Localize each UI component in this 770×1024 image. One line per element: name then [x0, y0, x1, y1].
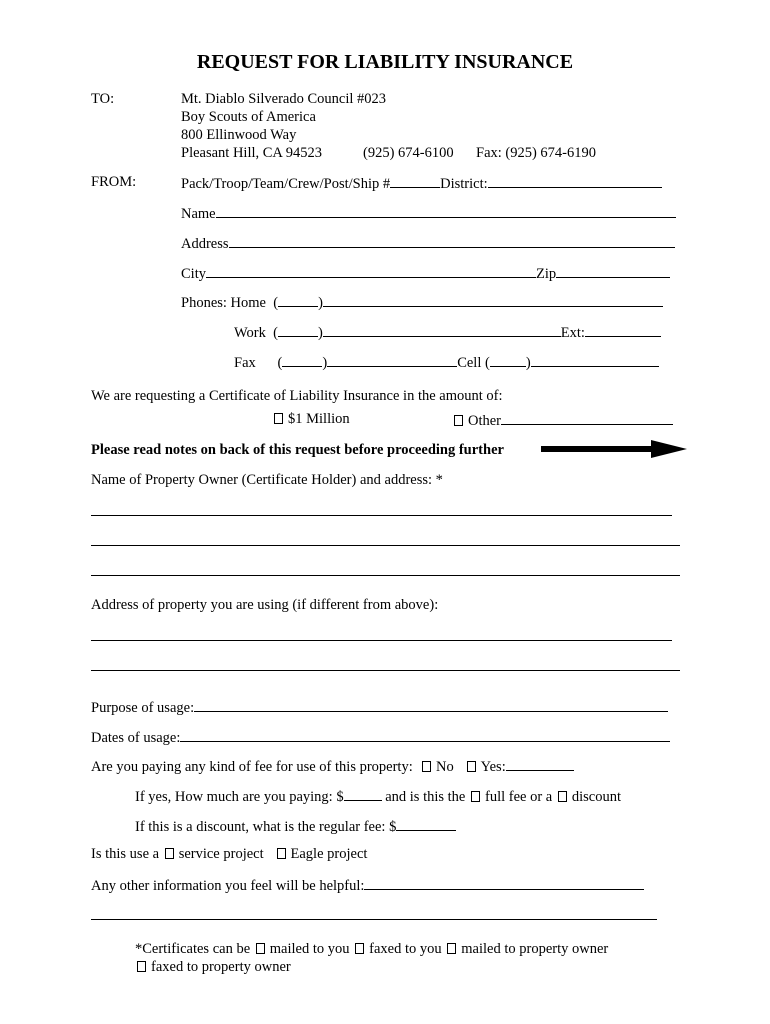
to-city: Pleasant Hill, CA 94523 [181, 145, 322, 161]
mailed-you-label: mailed to you [269, 941, 350, 957]
ext-field[interactable] [585, 322, 661, 337]
district-label: District: [440, 176, 488, 192]
eagle-project-checkbox[interactable] [277, 848, 286, 859]
how-much-label: If yes, How much are you paying: $ [135, 789, 344, 805]
fee-yes-field[interactable] [506, 756, 574, 771]
phones-home-label: Phones: Home [181, 295, 266, 311]
other-info-line-2[interactable] [91, 919, 657, 920]
to-fax: Fax: (925) 674-6190 [476, 145, 597, 161]
to-line1: Mt. Diablo Silverado Council #023 [181, 91, 386, 107]
other-checkbox[interactable] [454, 415, 463, 426]
fax-label: Fax [234, 355, 256, 371]
owner-line-3[interactable] [91, 575, 680, 576]
cell-area-code-field[interactable] [490, 352, 526, 367]
fee-yes-label: Yes: [480, 759, 506, 775]
mailed-owner-checkbox[interactable] [447, 943, 456, 954]
paren-open: ( [277, 355, 283, 371]
full-fee-checkbox[interactable] [471, 791, 480, 802]
to-line2: Boy Scouts of America [181, 109, 316, 125]
request-text: We are requesting a Certificate of Liability Insurance in the amount of: [91, 388, 503, 404]
fax-area-code-field[interactable] [282, 352, 322, 367]
paren-close: ) [317, 325, 323, 341]
to-line3: 800 Ellinwood Way [181, 127, 297, 143]
fee-yes-checkbox[interactable] [467, 761, 476, 772]
notice-text: Please read notes on back of this request before proceeding further [91, 442, 504, 458]
fee-no-checkbox[interactable] [422, 761, 431, 772]
to-label: TO: [91, 91, 115, 107]
cell-field[interactable] [531, 352, 659, 367]
home-area-code-field[interactable] [278, 292, 318, 307]
fee-no-label: No [435, 759, 454, 775]
paren-close: ) [322, 355, 328, 371]
service-project-checkbox[interactable] [165, 848, 174, 859]
fee-question: Are you paying any kind of fee for use of this property: [91, 759, 413, 775]
property-line-1[interactable] [91, 640, 672, 641]
faxed-you-checkbox[interactable] [355, 943, 364, 954]
discount-checkbox[interactable] [558, 791, 567, 802]
city-field[interactable] [206, 263, 536, 278]
mailed-you-checkbox[interactable] [256, 943, 265, 954]
paren-open: ( [273, 295, 279, 311]
option-other[interactable] [452, 410, 673, 430]
fax-field[interactable] [327, 352, 457, 367]
address-field[interactable] [229, 233, 675, 248]
regular-fee-field[interactable] [396, 816, 456, 831]
eagle-project-label: Eagle project [290, 846, 368, 862]
faxed-owner-label: faxed to property owner [151, 959, 291, 975]
faxed-owner-checkbox[interactable] [137, 961, 146, 972]
other-info-row [91, 875, 644, 895]
dates-field[interactable] [180, 727, 670, 742]
fax-cell-row [234, 352, 659, 372]
mailed-owner-label: mailed to property owner [461, 941, 609, 957]
dates-label: Dates of usage: [91, 730, 181, 746]
to-phone: (925) 674-6100 [363, 145, 454, 161]
property-line-2[interactable] [91, 670, 680, 671]
work-label: Work [234, 325, 266, 341]
other-info-label: Any other information you feel will be helpful: [91, 878, 365, 894]
name-row [181, 203, 676, 223]
home-phone-row [181, 292, 663, 312]
zip-field[interactable] [556, 263, 670, 278]
is-this-label: and is this the [385, 789, 466, 805]
million-checkbox[interactable] [274, 413, 283, 424]
district-field[interactable] [488, 173, 662, 188]
property-address-label: Address of property you are using (if different from above): [91, 597, 439, 613]
other-info-field[interactable] [364, 875, 644, 890]
owner-line-1[interactable] [91, 515, 672, 516]
fee-amount-row [135, 786, 621, 806]
purpose-field[interactable] [194, 697, 668, 712]
work-area-code-field[interactable] [278, 322, 318, 337]
unit-number-field[interactable] [390, 173, 440, 188]
other-amount-field[interactable] [501, 410, 673, 425]
page-title: REQUEST FOR LIABILITY INSURANCE [196, 51, 574, 73]
paren-open: ( [273, 325, 278, 341]
arrow-right-icon [541, 440, 687, 458]
paren-open: ( [484, 355, 490, 371]
paren-close: ) [525, 355, 531, 371]
certificates-row-2 [135, 958, 291, 976]
work-phone-row [234, 322, 661, 342]
use-row [91, 845, 367, 863]
address-label: Address [181, 236, 229, 252]
city-label: City [181, 266, 206, 282]
purpose-row [91, 697, 668, 717]
address-row [181, 233, 675, 253]
work-phone-field[interactable] [323, 322, 561, 337]
zip-label: Zip [535, 266, 557, 282]
home-phone-field[interactable] [323, 292, 663, 307]
paren-close: ) [318, 295, 323, 311]
option-million[interactable] [272, 410, 350, 428]
million-label: $1 Million [288, 411, 350, 427]
regular-fee-row [135, 816, 456, 836]
name-field[interactable] [216, 203, 676, 218]
regular-fee-label: If this is a discount, what is the regular fee: $ [135, 819, 397, 835]
service-project-label: service project [178, 846, 264, 862]
certificates-row [135, 940, 608, 958]
owner-label: Name of Property Owner (Certificate Holder) and address: * [91, 472, 443, 488]
discount-label: discount [571, 789, 621, 805]
ext-label: Ext: [560, 325, 585, 341]
cell-label: Cell [457, 355, 482, 371]
dates-row [91, 727, 670, 747]
certificates-label: *Certificates can be [135, 941, 251, 957]
other-label: Other [468, 413, 502, 429]
purpose-label: Purpose of usage: [91, 700, 195, 716]
city-row [181, 263, 670, 283]
faxed-you-label: faxed to you [369, 941, 442, 957]
from-label: FROM: [91, 174, 137, 190]
unit-label: Pack/Troop/Team/Crew/Post/Ship # [181, 176, 391, 192]
name-label: Name [181, 206, 216, 222]
use-label: Is this use a [91, 846, 160, 862]
unit-row [181, 173, 662, 193]
fee-row [91, 756, 574, 776]
full-fee-label: full fee or a [485, 789, 553, 805]
owner-line-2[interactable] [91, 545, 680, 546]
fee-amount-field[interactable] [344, 786, 382, 801]
